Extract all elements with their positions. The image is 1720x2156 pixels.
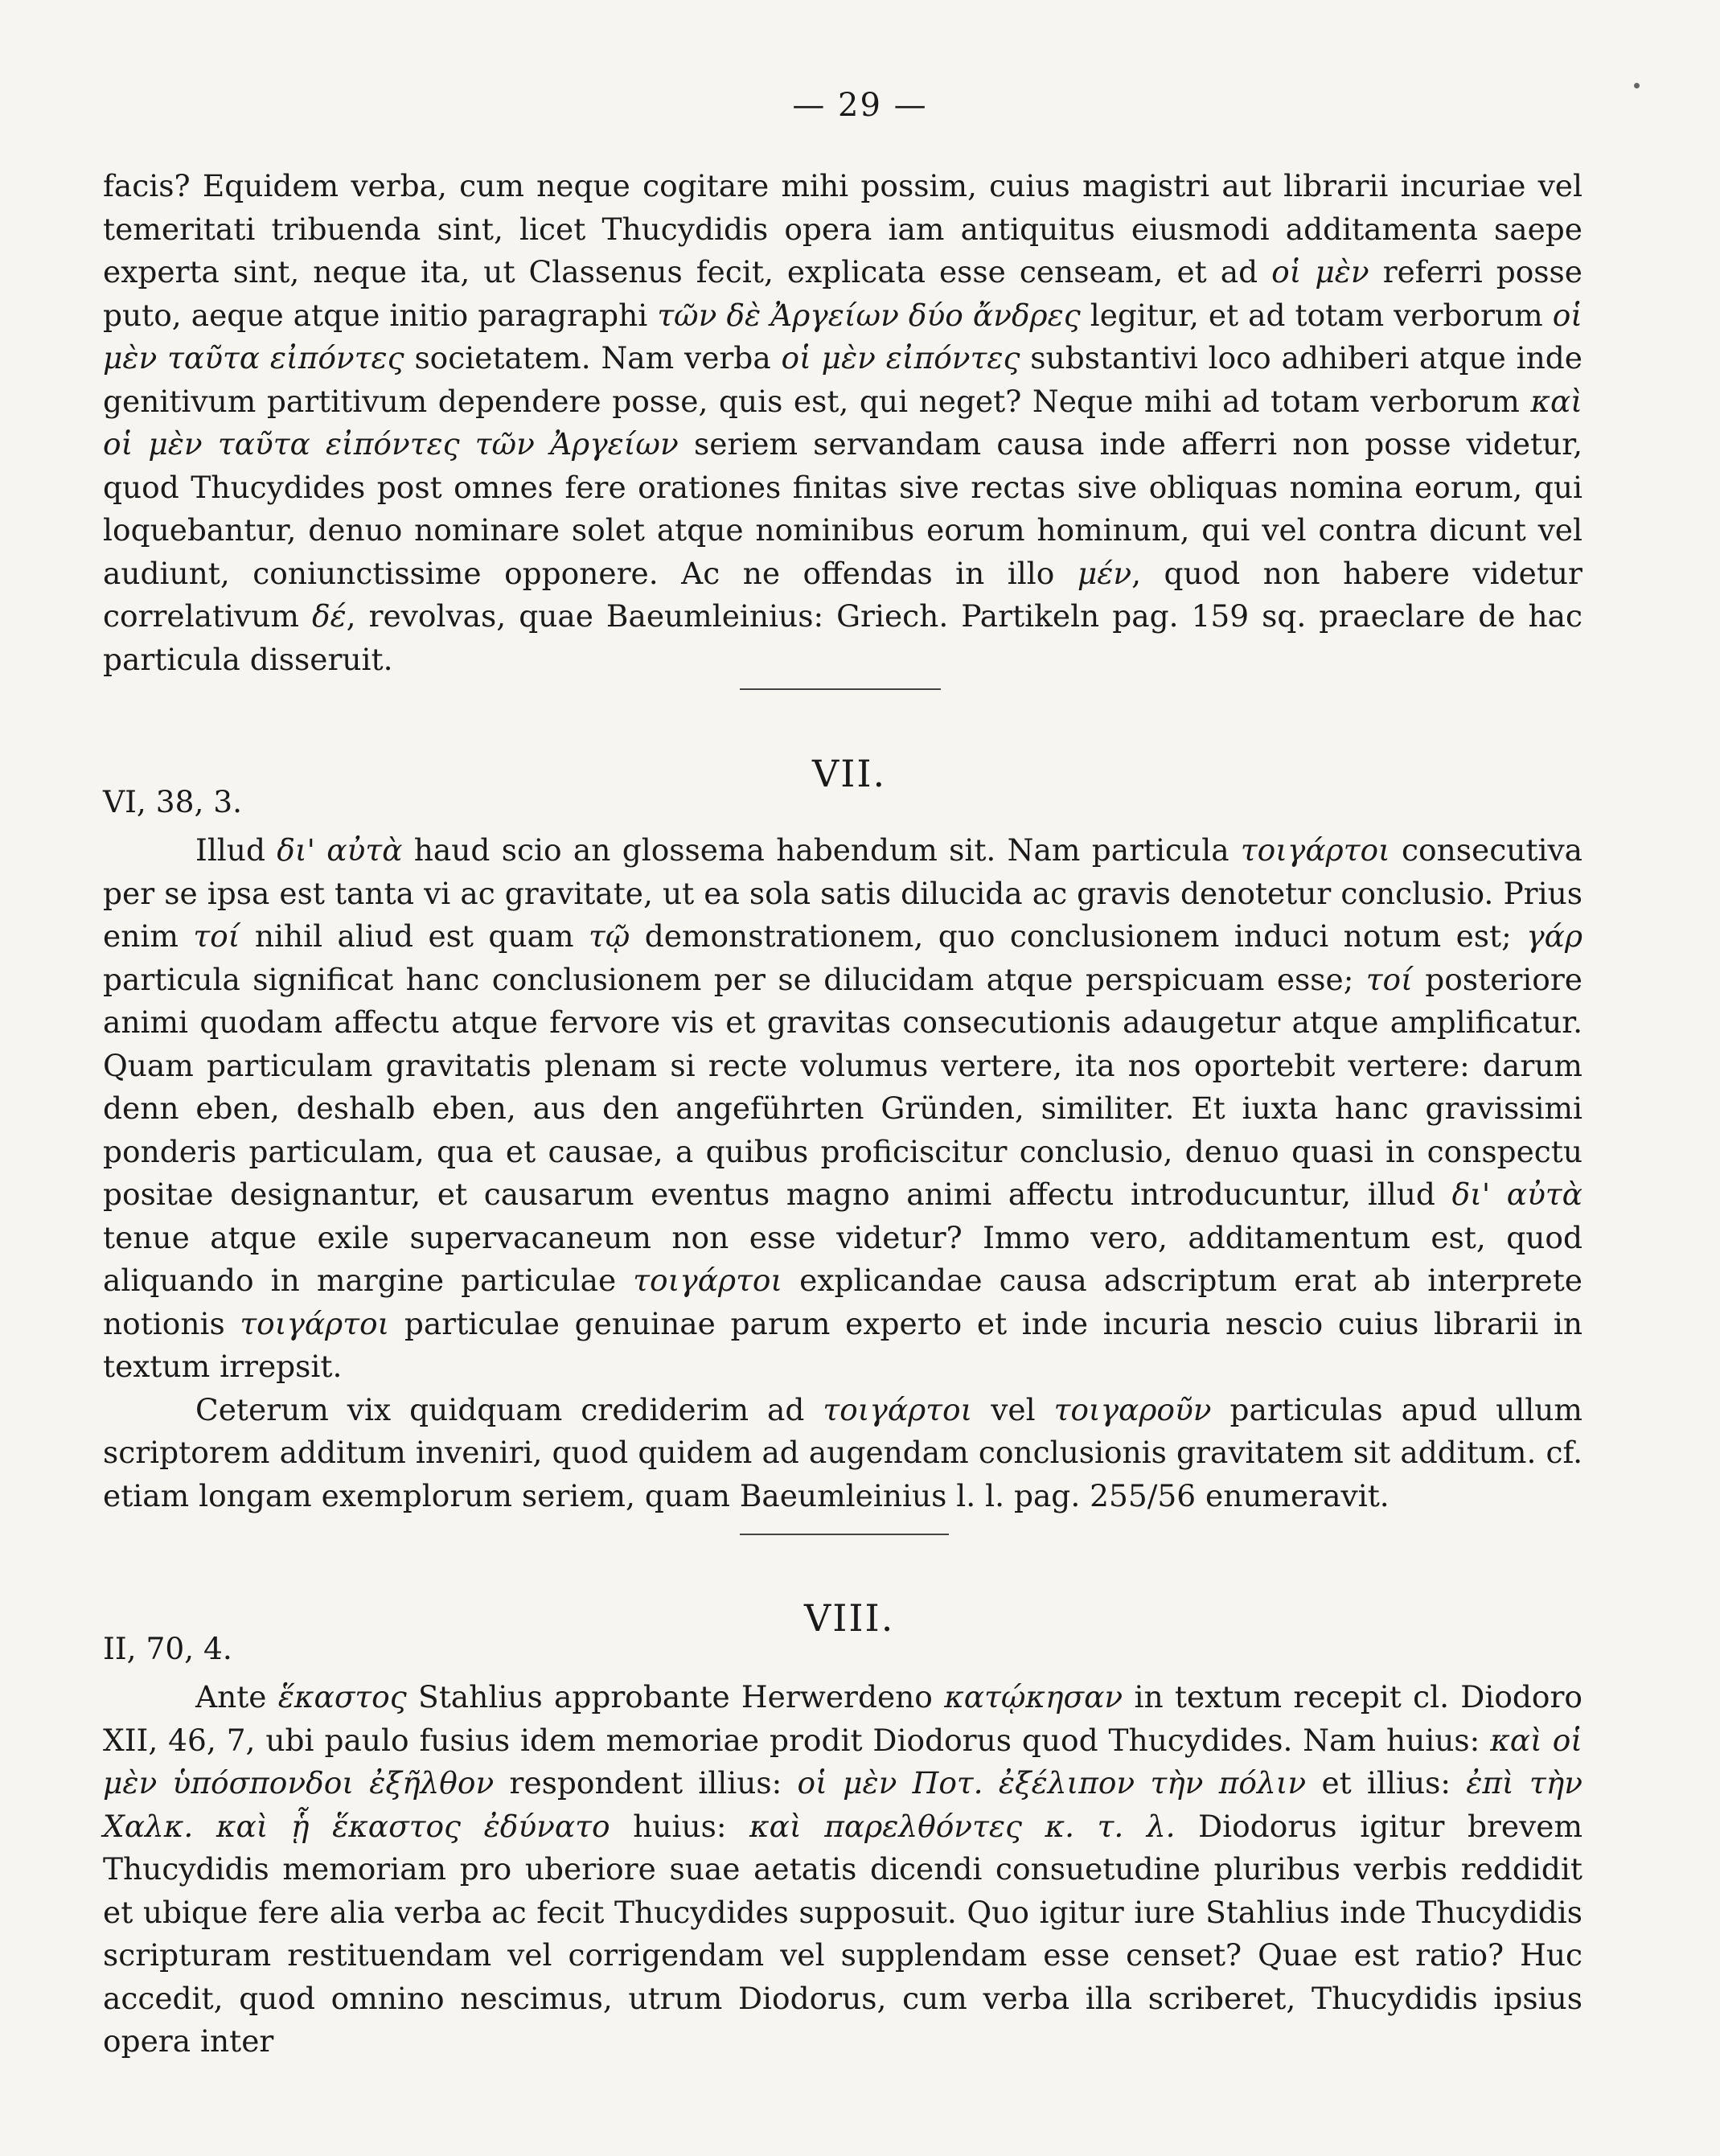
greek-text: τῷ [588, 918, 630, 954]
greek-text: οἱ μὲν [1271, 254, 1369, 290]
text-run: seriem servandam causa inde afferri non posse videtur, quod Thucydides post omnes fere orationes finitas sive rectas sive obliquas nomina eorum, qui loquebantur, denuo nominare solet atque nominibus eorum hominum, qui vel contra dicunt vel audiunt, coniunctissime opponere. Ac ne offendas in illo [103, 426, 1583, 591]
text-run: huius: [610, 1808, 750, 1844]
greek-text: γάρ [1526, 918, 1582, 954]
greek-text: τοί [193, 918, 240, 954]
continuation-paragraph [103, 165, 1582, 681]
greek-text: οἱ μὲν ταῦτα εἰπόντες [103, 297, 1582, 376]
greek-text: δι' αὐτὰ [277, 832, 403, 868]
section-viii-body [103, 1676, 1582, 2064]
text-run: et illius: [1306, 1765, 1467, 1801]
greek-text: οἱ μὲν εἰπόντες [781, 340, 1020, 376]
text-run: haud scio an glossema habendum sit. Nam particula [402, 832, 1241, 868]
text-run: Ceterum vix quidquam crediderim ad [195, 1391, 823, 1427]
paragraph [103, 1676, 1582, 2064]
greek-text: τοιγαροῦν [1053, 1391, 1212, 1427]
text-run: , revolvas, quae Baeumleinius: Griech. Partikeln pag. 159 sq. praeclare de hac particula disseruit. [103, 598, 1582, 677]
text-run: substantivi loco adhiberi atque inde genitivum partitivum dependere posse, quis est, qui neget? Neque mihi ad totam verborum [103, 340, 1582, 419]
paragraph [103, 1389, 1582, 1518]
text-run: respondent illius: [494, 1765, 798, 1801]
greek-text: δι' αὐτὰ [1451, 1177, 1582, 1212]
greek-text: καὶ παρελθόντες κ. τ. λ. [749, 1808, 1176, 1844]
text-run: referri posse puto, aeque atque initio paragraphi [103, 254, 1582, 333]
text-run: consecutiva per se ipsa est tanta vi ac gravitate, ut ea sola satis dilucida ac gravis denotetur conclusio. Prius enim [103, 832, 1582, 954]
greek-text: τοί [1365, 961, 1413, 997]
text-run: , quod non habere videtur correlativum [103, 555, 1582, 634]
text-run: nihil aliud est quam [240, 918, 589, 954]
greek-text: οἱ μὲν Ποτ. ἐξέλιπον τὴν πόλιν [797, 1765, 1307, 1801]
text-run: Illud [195, 832, 277, 868]
greek-text: ἐπὶ τὴν Χαλκ. καὶ ᾗ ἕκαστος ἐδύνατο [103, 1765, 1583, 1844]
greek-text: ἕκαστος [277, 1679, 407, 1715]
text-run: in textum recepit cl. Diodoro XII, 46, 7, ubi paulo fusius idem memoriae prodit Diodorus quod Thucydides. Nam huius: [103, 1679, 1582, 1758]
greek-text: καὶ οἱ μὲν ὑπόσπονδοι ἐξῆλθον [103, 1722, 1582, 1801]
greek-text: καὶ οἱ μὲν ταῦτα εἰπόντες τῶν Ἀργείων [103, 383, 1582, 462]
text-run: explicandae causa adscriptum erat ab interprete notionis [103, 1263, 1582, 1341]
greek-text: μέν [1077, 555, 1132, 591]
section-numeral-vii: VII. [812, 752, 887, 795]
text-run: particula significat hanc conclusionem per se dilucidam atque perspicuam esse; [103, 961, 1366, 997]
text-run: Diodorus igitur brevem Thucydidis memoriam pro uberiore suae aetatis dicendi consuetudine pluribus verbis reddidit et ubique fere alia verba ac fecit Thucydides supposuit. Quo igitur iure Stahlius inde Thucydidis scripturam restituendam vel corrigendam vel supplendam esse censet? Quae est ratio? Huc accedit, quod omnino nescimus, utrum Diodorus, cum verba illa scriberet, Thucydidis ipsius opera inter [103, 1808, 1582, 2059]
greek-text: τοιγάρτοι [823, 1391, 973, 1427]
text-run: facis? Equidem verba, cum neque cogitare mihi possim, cuius magistri aut librarii incuriae vel temeritati tribuenda sint, licet Thucydidis opera iam antiquitus eiusmodi additamenta saepe experta sint, neque ita, ut Classenus fecit, explicata esse censeam, et ad [103, 168, 1582, 290]
text-run: particulas apud ullum scriptorem additum inveniri, quod quidem ad augendam conclusionis gravitatem sit additum. cf. etiam longam exemplorum seriem, quam Baeumleinius l. l. pag. 255/56 enumeravit. [103, 1391, 1582, 1513]
text-run: legitur, et ad totam verborum [1080, 297, 1553, 333]
text-run: demonstrationem, quo conclusionem induci notum est; [630, 918, 1527, 954]
section-numeral-viii: VIII. [804, 1596, 895, 1640]
greek-text: τοιγάρτοι [240, 1305, 390, 1341]
greek-text: τῶν δὲ Ἀργείων δύο ἄνδρες [657, 297, 1081, 333]
text-run: societatem. Nam verba [404, 340, 782, 376]
greek-text: τοιγάρτοι [633, 1263, 783, 1298]
text-run: particulae genuinae parum experto et inde incuria nescio cuius librarii in textum irrepsit. [103, 1305, 1582, 1384]
section-divider [740, 688, 941, 690]
greek-text: δέ [311, 598, 347, 634]
paragraph [103, 829, 1582, 1389]
text-run: tenue atque exile supervacaneum non esse videtur? Immo vero, additamentum est, quod aliquando in margine particulae [103, 1219, 1582, 1298]
passage-reference-vii: VI, 38, 3. [103, 784, 243, 819]
text-run: vel [972, 1391, 1054, 1427]
greek-text: κατῴκησαν [944, 1679, 1123, 1715]
page-number: — 29 — [792, 87, 928, 124]
text-run: Ante [195, 1679, 278, 1715]
text-run: posteriore animi quodam affectu atque fervore vis et gravitas consecutionis adaugetur atque amplificatur. Quam particulam gravitatis plenam si recte volumus vertere, ita nos oportebit vertere: darum denn eben, deshalb eben, aus den angeführten Gründen, similiter. Et iuxta hanc gravissimi ponderis particulam, qua et causae, a quibus proficiscitur conclusio, denuo quasi in conspectu positae designantur, et causarum eventus magno animi affectu introducuntur, illud [103, 961, 1582, 1212]
passage-reference-viii: II, 70, 4. [103, 1631, 232, 1666]
section-vii-body [103, 829, 1582, 1517]
greek-text: τοιγάρτοι [1240, 832, 1390, 868]
section-divider [740, 1534, 949, 1535]
text-run: Stahlius approbante Herwerdeno [406, 1679, 945, 1715]
